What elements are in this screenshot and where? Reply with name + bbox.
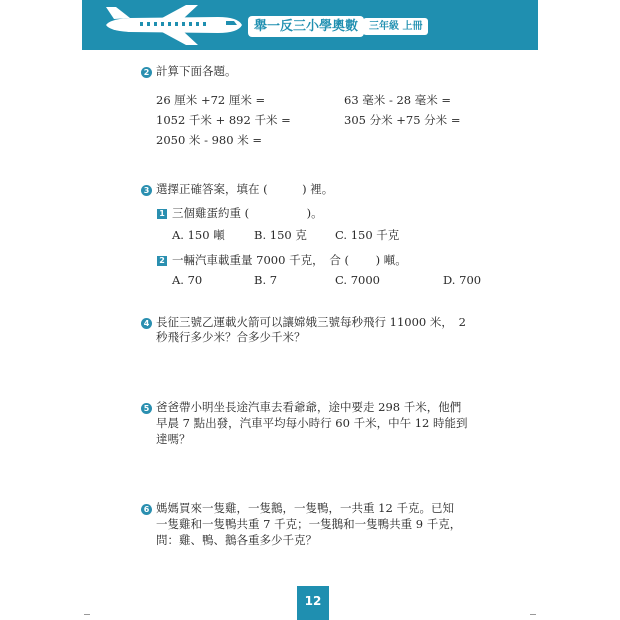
option-b: B. 150 克 [254, 228, 307, 242]
question-6-line: 問：雞、鴨、鵝各重多少千克？ [156, 533, 317, 547]
option-a: A. 150 噸 [172, 228, 225, 242]
question-4-line: 長征三號乙運載火箭可以讓嫦娥三號每秒飛行 11000 米， 2 [156, 315, 466, 329]
question-number-badge: 2 [141, 67, 152, 78]
question-5-line: 早晨 7 點出發，汽車平均每小時行 60 千米，中午 12 時能到 [156, 416, 468, 430]
question-4-line: 秒飛行多少米？合多少千米？ [156, 330, 306, 344]
question-number-badge: 4 [141, 318, 152, 329]
crop-mark [530, 614, 536, 615]
header-bar [82, 0, 538, 50]
question-6-line: 媽媽買來一隻雞，一隻鵝，一隻鴨，一共重 12 千克。已知 [156, 501, 454, 515]
question-6-line: 一隻雞和一隻鴨共重 7 千克；一隻鵝和一隻鴨共重 9 千克， [156, 517, 462, 531]
question-number-badge: 3 [141, 185, 152, 196]
calc-item: 63 毫米 - 28 毫米 = [344, 93, 452, 107]
page-number: 12 [297, 586, 329, 620]
question-3-prompt: 選擇正確答案，填在 ( ) 裡。 [156, 182, 334, 196]
crop-mark [84, 614, 90, 615]
question-number-badge: 6 [141, 504, 152, 515]
sub-question-1-text: 三個雞蛋約重 ( )。 [172, 206, 323, 220]
grade-label: 三年級 上冊 [363, 18, 428, 35]
book-title: 舉一反三小學奧數 [248, 16, 364, 37]
option-c: C. 150 千克 [335, 228, 400, 242]
sub-question-2-text: 一輛汽車載重量 7000 千克， 合 ( ) 噸。 [172, 253, 407, 267]
question-5-line: 爸爸帶小明坐長途汽車去看爺爺，途中要走 298 千米，他們 [156, 400, 462, 414]
calc-item: 1052 千米 + 892 千米 = [156, 113, 291, 127]
question-number-badge: 5 [141, 403, 152, 414]
airplane-icon [100, 3, 246, 47]
calc-item: 2050 米 - 980 米 = [156, 133, 263, 147]
calc-item: 305 分米 +75 分米 = [344, 113, 461, 127]
option-a: A. 70 [172, 273, 203, 287]
question-2-prompt: 計算下面各題。 [156, 64, 237, 78]
calc-item: 26 厘米 +72 厘米 = [156, 93, 266, 107]
question-5-line: 達嗎？ [156, 432, 191, 446]
option-d: D. 700 [443, 273, 482, 287]
sub-question-badge: 1 [157, 209, 167, 219]
option-b: B. 7 [254, 273, 278, 287]
option-c: C. 7000 [335, 273, 380, 287]
sub-question-badge: 2 [157, 256, 167, 266]
